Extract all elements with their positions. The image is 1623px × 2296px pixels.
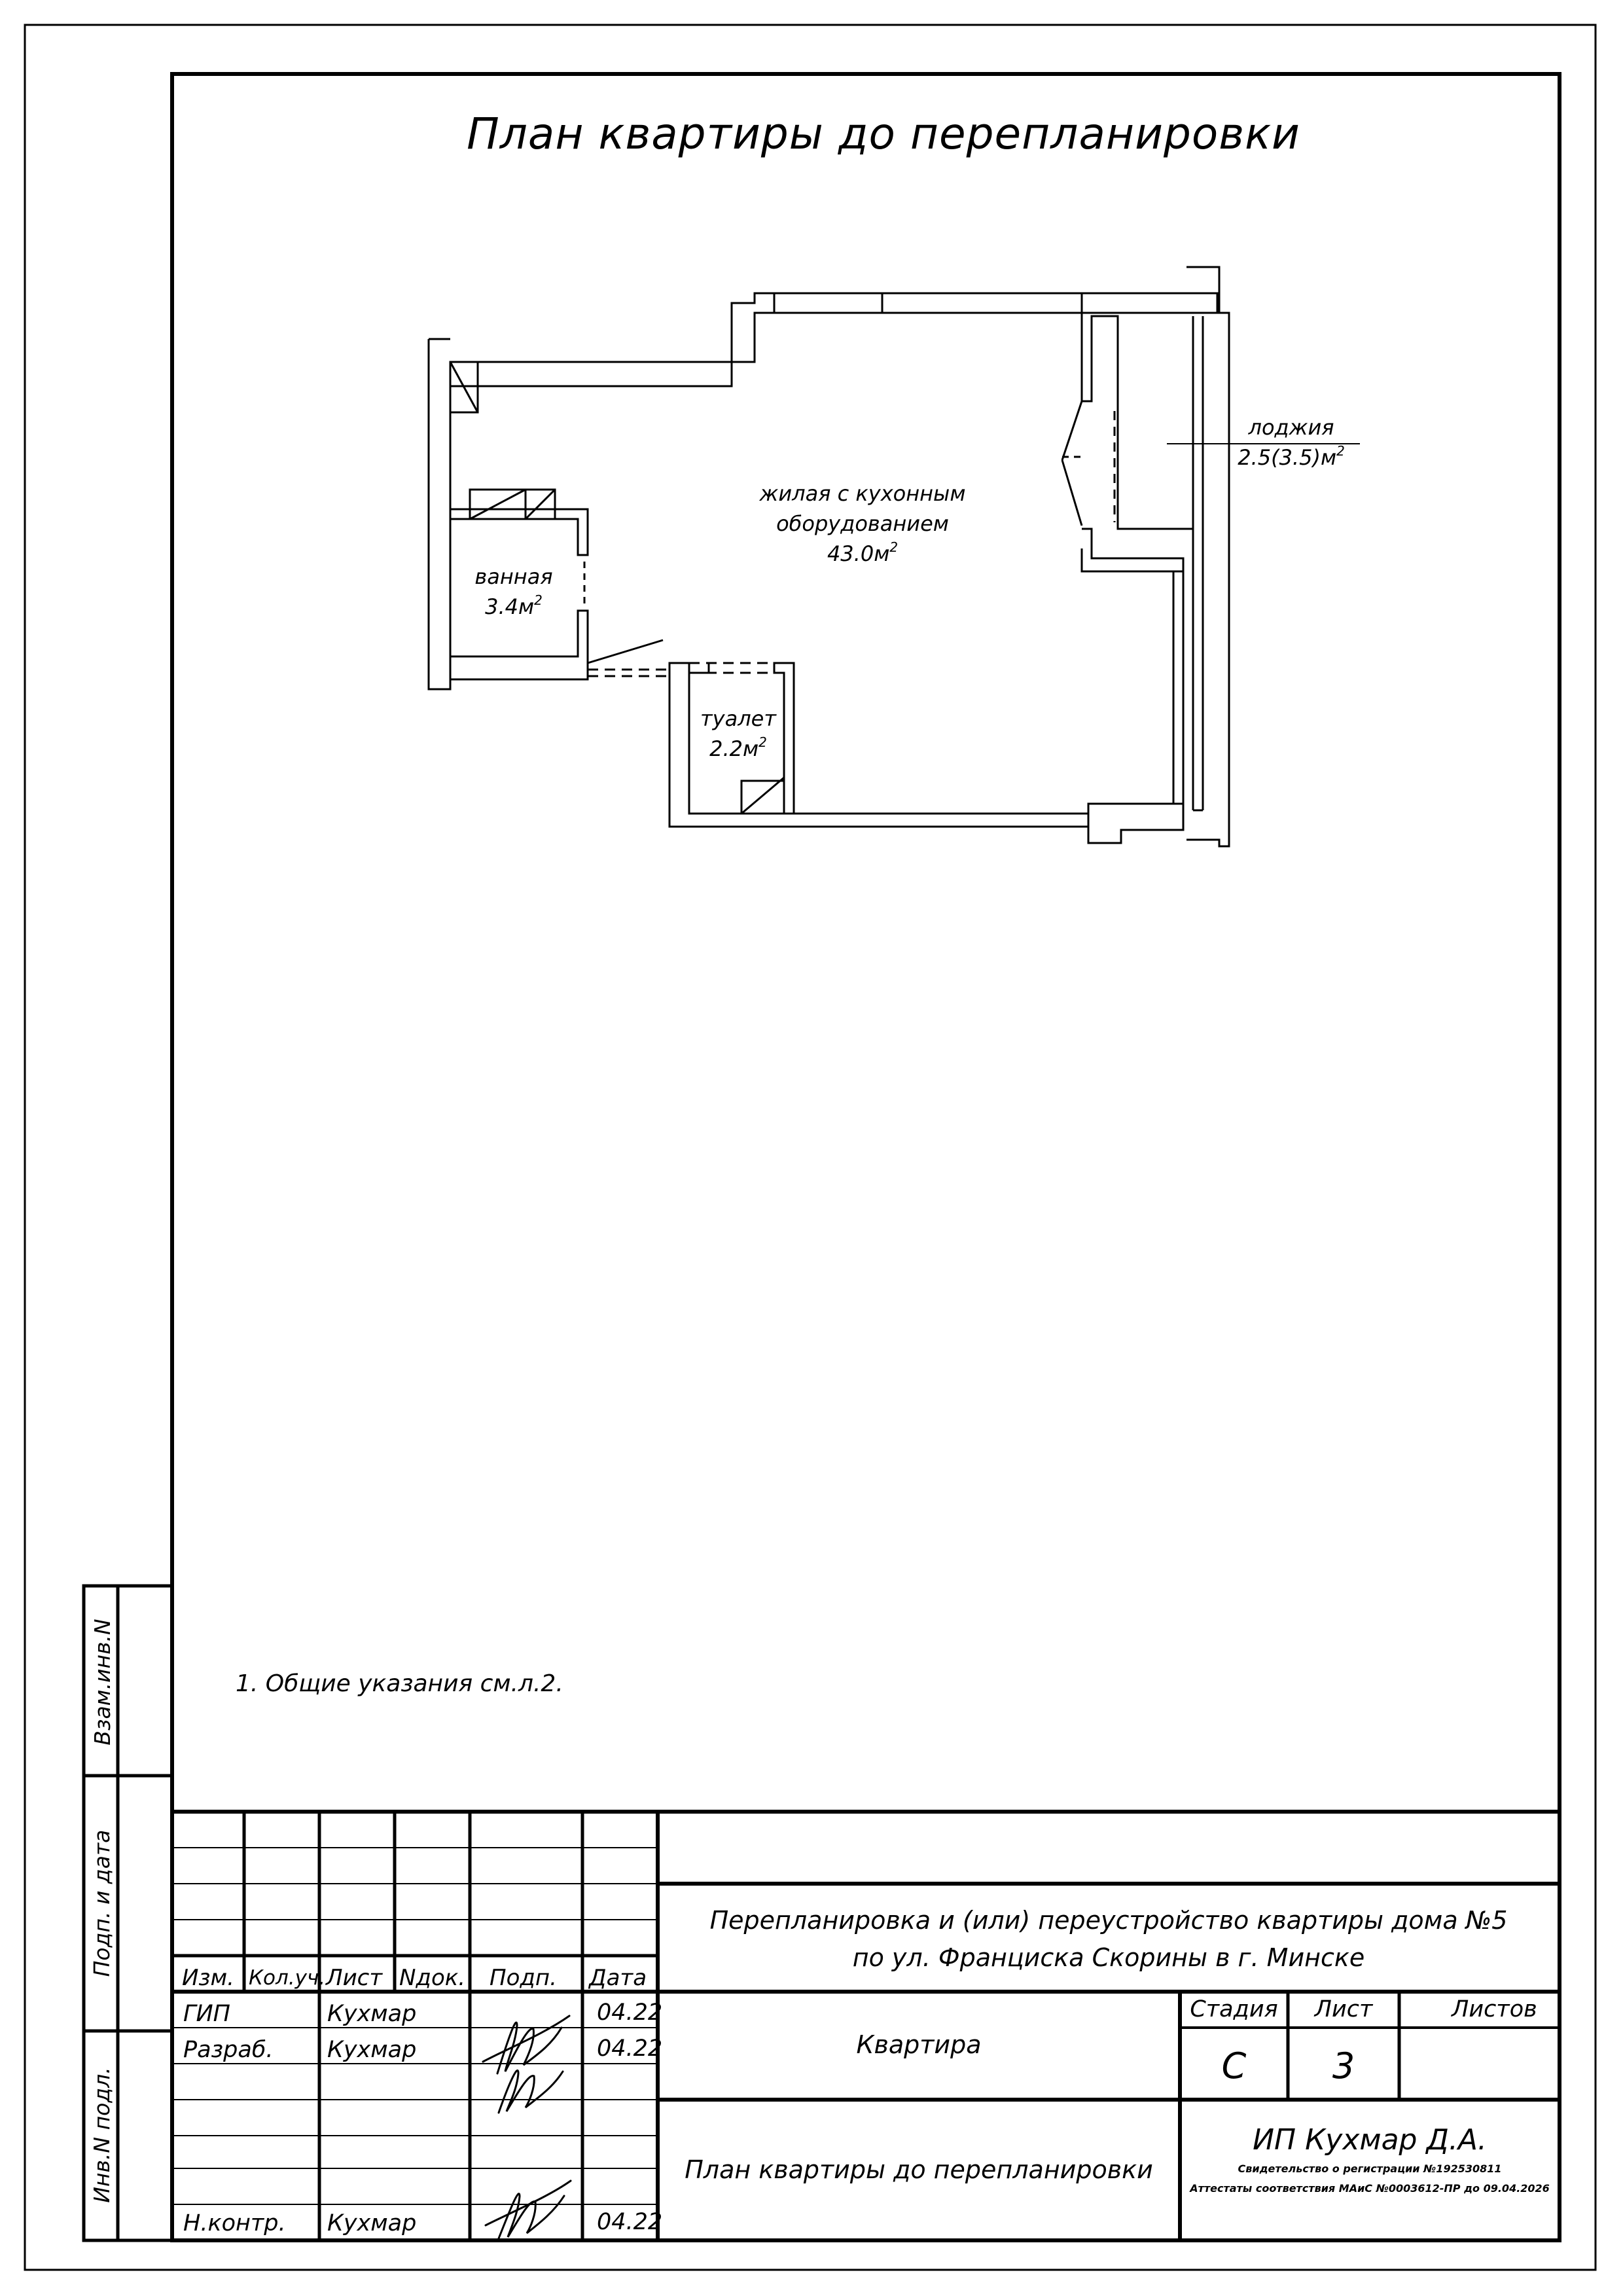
room-living-label <box>738 478 987 569</box>
tb-row-razrab-name: Кухмар <box>327 2037 417 2063</box>
tb-project-line2: по ул. Франциска Скорины в г. Минске <box>852 1943 1365 1972</box>
room-living-line2: оборудованием <box>776 511 949 536</box>
tb-sheets-label: Листов <box>1452 1996 1537 2022</box>
tb-header-podp: Подп. <box>490 1965 557 1991</box>
tb-row-nkontr-role: Н.контр. <box>183 2210 286 2236</box>
page-title: План квартиры до перепланировки <box>467 109 1300 159</box>
room-loggia-area: $2.5(3.5)м^2$ <box>1238 443 1345 470</box>
room-bath-label <box>452 562 576 622</box>
tb-row-razrab-role: Разраб. <box>183 2037 274 2063</box>
tb-sheet-value: 3 <box>1332 2045 1355 2087</box>
room-living-area: $43.0м^2$ <box>827 539 899 566</box>
tb-header-koluch: Кол.уч. <box>249 1966 326 1990</box>
room-loggia-label <box>1222 412 1360 473</box>
room-bath-area: $3.4м^2$ <box>485 592 543 619</box>
signature-razrab <box>499 2070 563 2113</box>
tb-row-gip-date: 04.22 <box>597 2000 663 2026</box>
signature-nkontr <box>486 2181 571 2238</box>
room-toilet-label <box>692 704 784 764</box>
tb-sheet-label: Лист <box>1314 1996 1373 2022</box>
room-bath-name: ванная <box>474 564 553 589</box>
room-toilet-name: туалет <box>700 706 776 731</box>
tb-sheet-title: План квартиры до перепланировки <box>685 2155 1153 2184</box>
side-stamp-inv-podl: Инв.N подл. <box>89 2067 115 2203</box>
tb-org-reg: Свидетельство о регистрации №192530811 <box>1238 2162 1502 2175</box>
tb-stage-label: Стадия <box>1190 1996 1278 2022</box>
signature-gip <box>483 2016 569 2073</box>
room-loggia-name: лоджия <box>1248 415 1334 440</box>
tb-object: Квартира <box>856 2030 982 2059</box>
tb-org-attest: Аттестаты соответствия МАиС №0003612-ПР до 09.04.2026 <box>1190 2182 1550 2195</box>
tb-stage-value: С <box>1221 2045 1247 2087</box>
room-living-line1: жилая с кухонным <box>759 481 966 506</box>
tb-project-line1: Перепланировка и (или) переустройство квартиры дома №5 <box>709 1906 1508 1935</box>
tb-header-izm: Изм. <box>182 1965 234 1991</box>
tb-header-ndok: Nдок. <box>399 1965 466 1991</box>
tb-row-nkontr-date: 04.22 <box>597 2209 663 2235</box>
tb-header-data: Дата <box>589 1965 647 1991</box>
tb-org-name: ИП Кухмар Д.А. <box>1253 2123 1487 2157</box>
tb-row-gip-name: Кухмар <box>327 2001 417 2027</box>
tb-row-razrab-date: 04.22 <box>597 2036 663 2062</box>
tb-row-nkontr-name: Кухмар <box>327 2210 417 2236</box>
general-note: 1. Общие указания см.л.2. <box>236 1670 563 1697</box>
tb-row-gip-role: ГИП <box>183 2001 230 2027</box>
tb-header-list: Лист <box>326 1965 383 1991</box>
side-stamp-podp-data: Подп. и дата <box>89 1829 115 1977</box>
side-stamp-vzam: Взам.инв.N <box>90 1619 115 1746</box>
room-toilet-area: $2.2м^2$ <box>709 734 767 761</box>
